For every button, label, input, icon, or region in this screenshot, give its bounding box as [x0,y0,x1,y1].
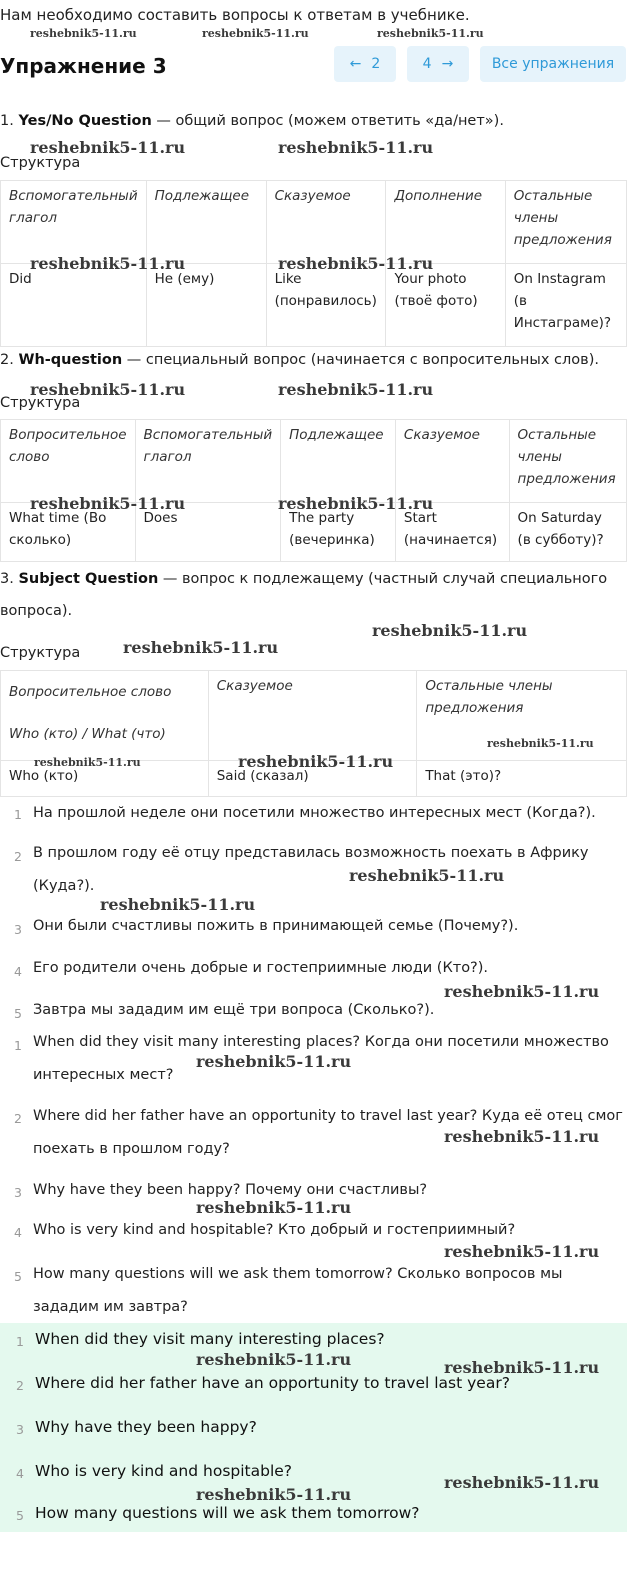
table-header-cell: Сказуемое [395,420,509,503]
table-cell: Like (понравилось) [266,264,386,347]
table-cell: He (ему) [146,264,266,347]
watermark: reshebnik5-11.ru [444,1127,600,1146]
next-exercise-button[interactable] [407,46,469,82]
table-cell: What time (Во сколько) [1,503,136,562]
table-cell: That (это)? [417,761,627,797]
table-header-subtext: Who (кто) / What (что) [9,726,166,742]
prev-exercise-button[interactable] [334,46,396,82]
intro-text: Нам необходимо составить вопросы к ответам в учебнике. [0,6,470,24]
structure-label: Структура [0,645,81,661]
section-3-heading-cont: вопроса). [0,603,73,619]
watermark: reshebnik5-11.ru [30,380,186,399]
table-cell: Start (начинается) [395,503,509,562]
watermark: reshebnik5-11.ru [100,895,256,914]
all-exercises-button[interactable] [480,46,626,82]
table-header-cell [1,671,209,761]
watermark: reshebnik5-11.ru [196,1198,352,1217]
table-header-row [1,420,627,503]
table-cell: Does [135,503,281,562]
structure-label: Структура [0,155,81,171]
table-header-cell: Остальные члены предложения [505,181,626,264]
table-cell: The party (вечеринка) [281,503,396,562]
section-1-term: Yes/No Question [18,113,152,129]
prev-exercise-label: 2 [371,56,381,72]
table-cell: Who (кто) [1,761,209,797]
table-row [1,264,627,347]
watermark: reshebnik5-11.ru [278,380,434,399]
section-2-term: Wh-question [18,352,123,368]
table-header-cell: Подлежащее [281,420,396,503]
watermark: reshebnik5-11.ru [196,1350,352,1369]
next-exercise-label: 4 [422,56,432,72]
watermark: reshebnik5-11.ru [238,752,394,771]
watermark: reshebnik5-11.ru [34,756,141,769]
structure-table-3 [0,670,627,797]
structure-label: Структура [0,395,81,411]
table-cell: Did [1,264,147,347]
table-header-cell: Подлежащее [146,181,266,264]
watermark: reshebnik5-11.ru [202,27,309,40]
arrow-left-icon: ← [349,56,362,72]
watermark: reshebnik5-11.ru [30,494,186,513]
arrow-right-icon: → [441,56,454,72]
watermark: reshebnik5-11.ru [196,1485,352,1504]
table-header-cell: Дополнение [386,181,505,264]
table-header-cell: Вопросительное слово [1,420,136,503]
table-cell: Said (сказал) [208,761,417,797]
table-header-cell: Остальные члены предложения [417,671,627,761]
table-header-cell: Вспомогательный глагол [1,181,147,264]
watermark: reshebnik5-11.ru [196,1052,352,1071]
page-title: Упражнение 3 [0,54,167,78]
table-header-cell: Остальные члены предложения [509,420,626,503]
table-header-cell: Сказуемое [208,671,417,761]
watermark: reshebnik5-11.ru [444,1242,600,1261]
all-exercises-label: Все упражнения [491,56,615,72]
section-2-heading: 2. Wh-question — специальный вопрос (начинается с вопросительных слов). [0,352,599,368]
structure-table-2 [0,419,627,562]
watermark: reshebnik5-11.ru [372,621,528,640]
watermark: reshebnik5-11.ru [444,1358,600,1377]
table-cell: Your photo (твоё фото) [386,264,505,347]
watermark: reshebnik5-11.ru [278,494,434,513]
table-header-text: Вопросительное слово [9,684,172,700]
table-header-row [1,181,627,264]
watermark: reshebnik5-11.ru [349,866,505,885]
table-cell: On Instagram (в Инстаграме)? [505,264,626,347]
table-header-cell: Сказуемое [266,181,386,264]
watermark: reshebnik5-11.ru [444,982,600,1001]
watermark: reshebnik5-11.ru [30,138,186,157]
section-3-heading: 3. Subject Question — вопрос к подлежащему (частный случай специального [0,571,608,587]
watermark: reshebnik5-11.ru [278,138,434,157]
watermark: reshebnik5-11.ru [123,638,279,657]
table-cell: On Saturday (в субботу)? [509,503,626,562]
watermark: reshebnik5-11.ru [444,1473,600,1492]
watermark: reshebnik5-11.ru [487,737,594,750]
watermark: reshebnik5-11.ru [30,254,186,273]
table-header-cell: Вспомогательный глагол [135,420,281,503]
watermark: reshebnik5-11.ru [377,27,484,40]
watermark: reshebnik5-11.ru [30,27,137,40]
section-3-term: Subject Question [18,571,159,587]
watermark: reshebnik5-11.ru [278,254,434,273]
section-1-heading: 1. Yes/No Question — общий вопрос (можем ответить «да/нет»). [0,113,504,129]
